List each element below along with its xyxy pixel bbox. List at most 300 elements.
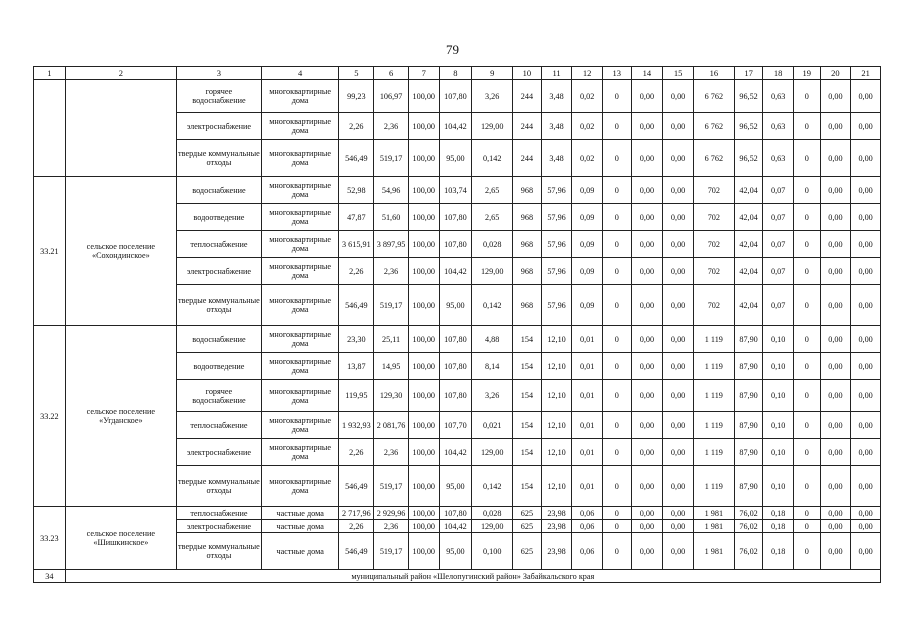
- value-cell: 0,63: [763, 113, 794, 140]
- value-cell: 0,00: [663, 412, 694, 439]
- column-header: 9: [472, 67, 513, 80]
- value-cell: 0,00: [631, 520, 663, 533]
- value-cell: 100,00: [408, 140, 439, 177]
- row-number: 33.21: [34, 177, 66, 326]
- value-cell: 0,028: [472, 507, 513, 520]
- value-cell: 100,00: [408, 520, 439, 533]
- value-cell: 0,00: [851, 326, 881, 353]
- value-cell: 0: [794, 380, 821, 412]
- value-cell: 0,00: [820, 140, 851, 177]
- value-cell: 0,00: [851, 380, 881, 412]
- service-type-cell: электроснабжение: [177, 258, 262, 285]
- service-type-cell: горячее водоснабжение: [177, 380, 262, 412]
- value-cell: 154: [513, 466, 542, 507]
- column-header: 4: [261, 67, 339, 80]
- value-cell: 0,00: [851, 285, 881, 326]
- value-cell: 3 615,91: [339, 231, 374, 258]
- value-cell: 0,07: [763, 258, 794, 285]
- service-type-cell: электроснабжение: [177, 439, 262, 466]
- value-cell: 0,00: [851, 80, 881, 113]
- value-cell: 519,17: [374, 466, 409, 507]
- table-row: [34, 80, 881, 113]
- value-cell: 0: [603, 285, 632, 326]
- table-row: [34, 326, 881, 353]
- column-header: 6: [374, 67, 409, 80]
- value-cell: 1 119: [693, 353, 734, 380]
- service-type-cell: твердые коммунальные отходы: [177, 285, 262, 326]
- value-cell: 100,00: [408, 439, 439, 466]
- column-header: 2: [65, 67, 176, 80]
- value-cell: 1 119: [693, 380, 734, 412]
- value-cell: 57,96: [541, 177, 572, 204]
- value-cell: 52,98: [339, 177, 374, 204]
- value-cell: 103,74: [439, 177, 472, 204]
- value-cell: 3,26: [472, 80, 513, 113]
- value-cell: 0,00: [820, 533, 851, 570]
- value-cell: 0,00: [851, 412, 881, 439]
- value-cell: 12,10: [541, 353, 572, 380]
- value-cell: 0,00: [631, 353, 663, 380]
- value-cell: 0,00: [820, 439, 851, 466]
- value-cell: 0,00: [663, 113, 694, 140]
- column-header: 10: [513, 67, 542, 80]
- value-cell: 154: [513, 326, 542, 353]
- value-cell: 57,96: [541, 231, 572, 258]
- value-cell: 100,00: [408, 380, 439, 412]
- value-cell: 0: [794, 113, 821, 140]
- value-cell: 100,00: [408, 326, 439, 353]
- value-cell: 0: [794, 204, 821, 231]
- housing-type-cell: многоквартирные дома: [261, 380, 339, 412]
- value-cell: 87,90: [734, 466, 763, 507]
- value-cell: 0,00: [851, 507, 881, 520]
- service-type-cell: электроснабжение: [177, 113, 262, 140]
- value-cell: 0: [603, 533, 632, 570]
- value-cell: 0: [794, 520, 821, 533]
- value-cell: 2,36: [374, 439, 409, 466]
- value-cell: 106,97: [374, 80, 409, 113]
- value-cell: 129,00: [472, 520, 513, 533]
- value-cell: 107,80: [439, 353, 472, 380]
- value-cell: 12,10: [541, 466, 572, 507]
- column-header: 21: [851, 67, 881, 80]
- value-cell: 47,87: [339, 204, 374, 231]
- value-cell: 100,00: [408, 353, 439, 380]
- value-cell: 23,98: [541, 520, 572, 533]
- value-cell: 107,80: [439, 380, 472, 412]
- service-type-cell: водоотведение: [177, 353, 262, 380]
- value-cell: 0,00: [631, 140, 663, 177]
- value-cell: 0,06: [572, 507, 603, 520]
- value-cell: 100,00: [408, 258, 439, 285]
- value-cell: 968: [513, 285, 542, 326]
- value-cell: 3,48: [541, 140, 572, 177]
- value-cell: 8,14: [472, 353, 513, 380]
- value-cell: 702: [693, 204, 734, 231]
- housing-type-cell: многоквартирные дома: [261, 113, 339, 140]
- value-cell: 0,00: [631, 285, 663, 326]
- column-header: 1: [34, 67, 66, 80]
- value-cell: 0: [794, 231, 821, 258]
- value-cell: 519,17: [374, 140, 409, 177]
- value-cell: 0,00: [631, 231, 663, 258]
- row-number: 33.22: [34, 326, 66, 507]
- value-cell: 0,00: [820, 258, 851, 285]
- value-cell: 0,18: [763, 533, 794, 570]
- value-cell: 0: [603, 80, 632, 113]
- value-cell: 0,00: [663, 258, 694, 285]
- value-cell: 625: [513, 520, 542, 533]
- value-cell: 54,96: [374, 177, 409, 204]
- value-cell: 0: [603, 204, 632, 231]
- service-type-cell: водоснабжение: [177, 326, 262, 353]
- value-cell: 0,00: [631, 380, 663, 412]
- housing-type-cell: многоквартирные дома: [261, 466, 339, 507]
- value-cell: 154: [513, 439, 542, 466]
- row-number: [34, 80, 66, 177]
- value-cell: 0,09: [572, 231, 603, 258]
- value-cell: 0,00: [663, 326, 694, 353]
- column-header: 18: [763, 67, 794, 80]
- value-cell: 87,90: [734, 439, 763, 466]
- value-cell: 154: [513, 412, 542, 439]
- value-cell: 107,80: [439, 231, 472, 258]
- value-cell: 1 981: [693, 520, 734, 533]
- value-cell: 0: [794, 258, 821, 285]
- value-cell: 0,00: [820, 466, 851, 507]
- value-cell: 0,00: [663, 231, 694, 258]
- value-cell: 104,42: [439, 439, 472, 466]
- section-number: 34: [34, 570, 66, 583]
- value-cell: 625: [513, 533, 542, 570]
- value-cell: 702: [693, 258, 734, 285]
- value-cell: 2 929,96: [374, 507, 409, 520]
- value-cell: 1 119: [693, 439, 734, 466]
- value-cell: 0,00: [631, 258, 663, 285]
- value-cell: 0,00: [820, 231, 851, 258]
- value-cell: 57,96: [541, 204, 572, 231]
- value-cell: 546,49: [339, 285, 374, 326]
- value-cell: 0,142: [472, 140, 513, 177]
- value-cell: 12,10: [541, 326, 572, 353]
- value-cell: 95,00: [439, 285, 472, 326]
- value-cell: 0,10: [763, 353, 794, 380]
- value-cell: 968: [513, 258, 542, 285]
- value-cell: 0,00: [631, 533, 663, 570]
- value-cell: 519,17: [374, 533, 409, 570]
- value-cell: 96,52: [734, 113, 763, 140]
- value-cell: 99,23: [339, 80, 374, 113]
- value-cell: 42,04: [734, 285, 763, 326]
- value-cell: 0,06: [572, 520, 603, 533]
- value-cell: 100,00: [408, 507, 439, 520]
- service-type-cell: горячее водоснабжение: [177, 80, 262, 113]
- value-cell: 100,00: [408, 285, 439, 326]
- value-cell: 0,02: [572, 113, 603, 140]
- housing-type-cell: многоквартирные дома: [261, 140, 339, 177]
- value-cell: 96,52: [734, 140, 763, 177]
- value-cell: 107,70: [439, 412, 472, 439]
- column-header: 11: [541, 67, 572, 80]
- value-cell: 2,65: [472, 177, 513, 204]
- value-cell: 13,87: [339, 353, 374, 380]
- column-header: 12: [572, 67, 603, 80]
- value-cell: 0: [603, 507, 632, 520]
- value-cell: 0,18: [763, 507, 794, 520]
- column-header: 20: [820, 67, 851, 80]
- value-cell: 0,09: [572, 204, 603, 231]
- value-cell: 2 081,76: [374, 412, 409, 439]
- housing-type-cell: многоквартирные дома: [261, 285, 339, 326]
- value-cell: 0,01: [572, 326, 603, 353]
- value-cell: 0: [794, 285, 821, 326]
- header-row: [34, 67, 881, 80]
- value-cell: 0,00: [631, 177, 663, 204]
- value-cell: 0,10: [763, 326, 794, 353]
- value-cell: 42,04: [734, 204, 763, 231]
- value-cell: 12,10: [541, 380, 572, 412]
- value-cell: 0,06: [572, 533, 603, 570]
- housing-type-cell: многоквартирные дома: [261, 353, 339, 380]
- value-cell: 0,00: [851, 439, 881, 466]
- value-cell: 546,49: [339, 533, 374, 570]
- service-type-cell: водоотведение: [177, 204, 262, 231]
- housing-type-cell: частные дома: [261, 533, 339, 570]
- value-cell: 2,26: [339, 520, 374, 533]
- page-number: 79: [446, 42, 459, 57]
- value-cell: 0: [794, 439, 821, 466]
- value-cell: 0,00: [851, 520, 881, 533]
- value-cell: 0: [794, 412, 821, 439]
- value-cell: 0,00: [820, 507, 851, 520]
- value-cell: 0,00: [820, 353, 851, 380]
- value-cell: 0,07: [763, 204, 794, 231]
- value-cell: 57,96: [541, 258, 572, 285]
- value-cell: 104,42: [439, 113, 472, 140]
- value-cell: 100,00: [408, 80, 439, 113]
- value-cell: 0,00: [631, 113, 663, 140]
- value-cell: 1 119: [693, 466, 734, 507]
- value-cell: 0,00: [663, 466, 694, 507]
- value-cell: 107,80: [439, 507, 472, 520]
- value-cell: 0,00: [820, 80, 851, 113]
- section-row: [34, 570, 881, 583]
- value-cell: 2 717,96: [339, 507, 374, 520]
- value-cell: 546,49: [339, 140, 374, 177]
- value-cell: 0,142: [472, 466, 513, 507]
- value-cell: 42,04: [734, 177, 763, 204]
- housing-type-cell: многоквартирные дома: [261, 231, 339, 258]
- value-cell: 3,26: [472, 380, 513, 412]
- column-header: 15: [663, 67, 694, 80]
- value-cell: 0,07: [763, 177, 794, 204]
- table-row: [34, 177, 881, 204]
- value-cell: 1 119: [693, 412, 734, 439]
- column-header: 7: [408, 67, 439, 80]
- value-cell: 0,18: [763, 520, 794, 533]
- value-cell: 0,00: [820, 326, 851, 353]
- value-cell: 0: [603, 353, 632, 380]
- value-cell: 119,95: [339, 380, 374, 412]
- value-cell: 0,142: [472, 285, 513, 326]
- value-cell: 129,00: [472, 113, 513, 140]
- value-cell: 87,90: [734, 326, 763, 353]
- column-header: 14: [631, 67, 663, 80]
- value-cell: 0: [603, 380, 632, 412]
- value-cell: 519,17: [374, 285, 409, 326]
- value-cell: 87,90: [734, 412, 763, 439]
- value-cell: 0,00: [851, 113, 881, 140]
- value-cell: 0,63: [763, 140, 794, 177]
- value-cell: 0,00: [851, 177, 881, 204]
- value-cell: 0,00: [820, 177, 851, 204]
- value-cell: 104,42: [439, 520, 472, 533]
- value-cell: 0,10: [763, 439, 794, 466]
- housing-type-cell: многоквартирные дома: [261, 258, 339, 285]
- value-cell: 0,00: [663, 507, 694, 520]
- service-type-cell: теплоснабжение: [177, 412, 262, 439]
- value-cell: 6 762: [693, 80, 734, 113]
- value-cell: 0,10: [763, 380, 794, 412]
- value-cell: 57,96: [541, 285, 572, 326]
- housing-type-cell: многоквартирные дома: [261, 412, 339, 439]
- data-table: [33, 66, 881, 583]
- value-cell: 0,00: [663, 177, 694, 204]
- value-cell: 0: [603, 326, 632, 353]
- value-cell: 0,07: [763, 231, 794, 258]
- value-cell: 0,00: [820, 412, 851, 439]
- value-cell: 0,00: [631, 326, 663, 353]
- value-cell: 76,02: [734, 533, 763, 570]
- settlement-name: сельское поселение «Угданское»: [65, 326, 176, 507]
- value-cell: 2,36: [374, 258, 409, 285]
- settlement-name: сельское поселение «Сохондинское»: [65, 177, 176, 326]
- value-cell: 2,65: [472, 204, 513, 231]
- value-cell: 100,00: [408, 231, 439, 258]
- column-header: 8: [439, 67, 472, 80]
- value-cell: 0,00: [820, 113, 851, 140]
- value-cell: 1 119: [693, 326, 734, 353]
- value-cell: 0,01: [572, 439, 603, 466]
- value-cell: 0,02: [572, 80, 603, 113]
- value-cell: 95,00: [439, 140, 472, 177]
- value-cell: 12,10: [541, 439, 572, 466]
- value-cell: 100,00: [408, 533, 439, 570]
- value-cell: 100,00: [408, 412, 439, 439]
- value-cell: 104,42: [439, 258, 472, 285]
- row-number: 33.23: [34, 507, 66, 570]
- value-cell: 25,11: [374, 326, 409, 353]
- value-cell: 0: [603, 258, 632, 285]
- value-cell: 0,100: [472, 533, 513, 570]
- value-cell: 0,00: [851, 140, 881, 177]
- value-cell: 0,63: [763, 80, 794, 113]
- value-cell: 100,00: [408, 113, 439, 140]
- value-cell: 0: [603, 439, 632, 466]
- value-cell: 107,80: [439, 326, 472, 353]
- value-cell: 546,49: [339, 466, 374, 507]
- value-cell: 0,01: [572, 412, 603, 439]
- value-cell: 0,00: [663, 140, 694, 177]
- value-cell: 0,00: [851, 533, 881, 570]
- value-cell: 0: [794, 140, 821, 177]
- value-cell: 4,88: [472, 326, 513, 353]
- column-header: 5: [339, 67, 374, 80]
- value-cell: 6 762: [693, 140, 734, 177]
- section-title: муниципальный район «Шелопугинский район» Забайкальского края: [65, 570, 880, 583]
- value-cell: 2,26: [339, 258, 374, 285]
- value-cell: 0,00: [851, 231, 881, 258]
- value-cell: 702: [693, 177, 734, 204]
- value-cell: 12,10: [541, 412, 572, 439]
- value-cell: 0: [794, 466, 821, 507]
- value-cell: 0,00: [820, 380, 851, 412]
- value-cell: 0: [603, 466, 632, 507]
- value-cell: 0: [603, 520, 632, 533]
- value-cell: 244: [513, 140, 542, 177]
- value-cell: 0,02: [572, 140, 603, 177]
- value-cell: 0: [794, 353, 821, 380]
- value-cell: 0,09: [572, 177, 603, 204]
- value-cell: 100,00: [408, 466, 439, 507]
- value-cell: 14,95: [374, 353, 409, 380]
- housing-type-cell: частные дома: [261, 520, 339, 533]
- value-cell: 0,00: [663, 285, 694, 326]
- value-cell: 0: [603, 113, 632, 140]
- service-type-cell: твердые коммунальные отходы: [177, 140, 262, 177]
- column-header: 13: [603, 67, 632, 80]
- value-cell: 0: [603, 177, 632, 204]
- value-cell: 0,00: [820, 520, 851, 533]
- value-cell: 0,00: [663, 80, 694, 113]
- service-type-cell: электроснабжение: [177, 520, 262, 533]
- housing-type-cell: многоквартирные дома: [261, 326, 339, 353]
- value-cell: 0,00: [851, 466, 881, 507]
- value-cell: 0,00: [631, 204, 663, 231]
- value-cell: 23,98: [541, 507, 572, 520]
- value-cell: 87,90: [734, 380, 763, 412]
- service-type-cell: теплоснабжение: [177, 507, 262, 520]
- value-cell: 244: [513, 113, 542, 140]
- value-cell: 2,26: [339, 113, 374, 140]
- value-cell: 51,60: [374, 204, 409, 231]
- value-cell: 0,00: [820, 204, 851, 231]
- value-cell: 0,00: [663, 380, 694, 412]
- value-cell: 0,00: [663, 353, 694, 380]
- value-cell: 100,00: [408, 177, 439, 204]
- value-cell: 95,00: [439, 466, 472, 507]
- housing-type-cell: многоквартирные дома: [261, 80, 339, 113]
- table-row: [34, 507, 881, 520]
- value-cell: 0,07: [763, 285, 794, 326]
- value-cell: 0: [794, 507, 821, 520]
- value-cell: 100,00: [408, 204, 439, 231]
- value-cell: 107,80: [439, 80, 472, 113]
- service-type-cell: водоснабжение: [177, 177, 262, 204]
- value-cell: 1 981: [693, 533, 734, 570]
- value-cell: 129,30: [374, 380, 409, 412]
- value-cell: 76,02: [734, 507, 763, 520]
- value-cell: 95,00: [439, 533, 472, 570]
- value-cell: 87,90: [734, 353, 763, 380]
- value-cell: 0,00: [663, 204, 694, 231]
- value-cell: 968: [513, 231, 542, 258]
- value-cell: 129,00: [472, 258, 513, 285]
- value-cell: 0,10: [763, 466, 794, 507]
- value-cell: 6 762: [693, 113, 734, 140]
- service-type-cell: твердые коммунальные отходы: [177, 466, 262, 507]
- housing-type-cell: многоквартирные дома: [261, 439, 339, 466]
